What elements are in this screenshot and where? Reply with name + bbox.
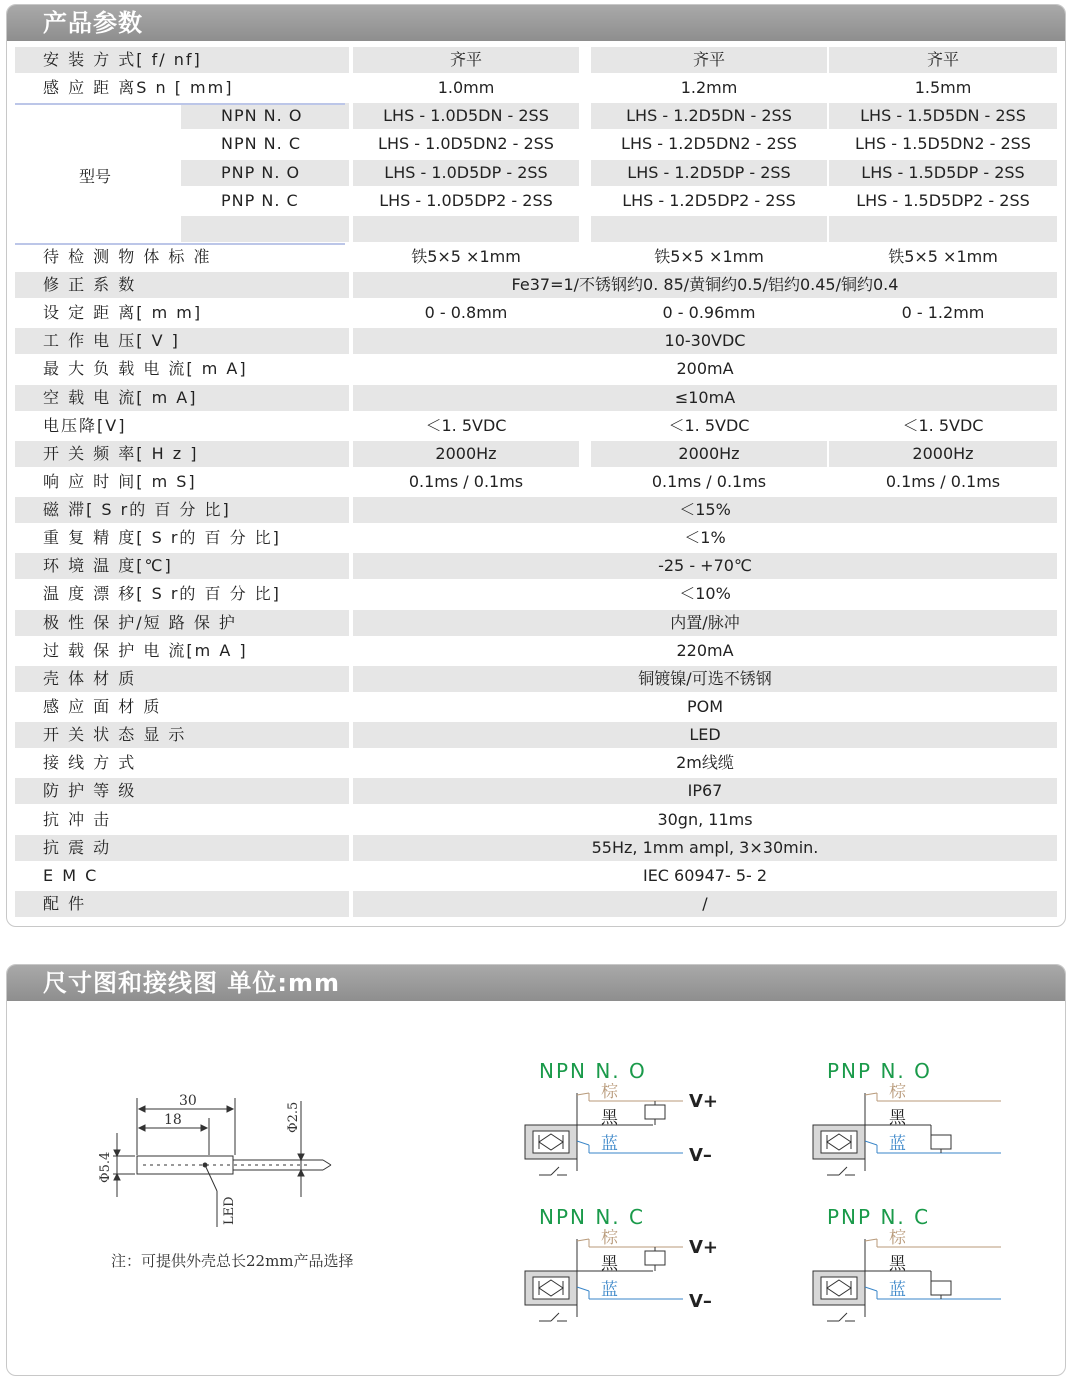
table-row — [11, 694, 1057, 720]
value-cell-2: ＜1. 5VDC — [668, 415, 750, 435]
value-cell-3: 齐平 — [829, 47, 1057, 73]
wire-brown-label: 棕 — [601, 1229, 618, 1248]
value-cell-2: LHS - 1.2D5DN - 2SS — [591, 103, 827, 129]
value-cell-span: LED — [353, 722, 1057, 748]
table-row — [11, 863, 1057, 889]
table-row — [11, 131, 1057, 157]
value-cell-3: LHS - 1.5D5DP - 2SS — [829, 160, 1057, 186]
table-row — [11, 244, 1057, 270]
value-cell-3: 铁5×5 ×1mm — [888, 246, 998, 266]
table-row — [11, 300, 1057, 326]
value-cell-span: -25 - +70℃ — [353, 553, 1057, 579]
wire-blue-label: 蓝 — [601, 1134, 618, 1154]
wiring-diagram-pnp-nc — [811, 1229, 1011, 1339]
value-cell-1: 0 - 0.8mm — [424, 303, 508, 323]
type-variant-label: PNP N. C — [221, 190, 299, 210]
row-label: 设 定 距 离[ m m] — [43, 303, 203, 323]
wiring-diagram-pnp-no — [811, 1083, 1011, 1193]
row-label: 防 护 等 级 — [15, 778, 349, 804]
value-cell-1: LHS - 1.0D5DP - 2SS — [353, 160, 579, 186]
row-label: 感 应 面 材 质 — [43, 696, 162, 716]
value-cell-3: 0.1ms / 0.1ms — [885, 471, 1001, 491]
type-divider-top — [15, 103, 345, 105]
value-cell-1: 1.0mm — [437, 78, 495, 98]
dim-inner-length: 18 — [164, 1112, 182, 1128]
dimension-note: 注：可提供外壳总长22mm产品选择 — [111, 1252, 354, 1270]
table-row — [11, 103, 1057, 129]
vplus-label: V+ — [689, 1091, 719, 1112]
table-row — [11, 666, 1057, 692]
table-row — [11, 469, 1057, 495]
row-label: 接 线 方 式 — [43, 753, 137, 773]
table-row — [11, 638, 1057, 664]
table-row — [11, 778, 1057, 804]
value-cell-1: 铁5×5 ×1mm — [411, 246, 521, 266]
table-row — [11, 75, 1057, 101]
table-row — [11, 750, 1057, 776]
value-cell-3: ＜1. 5VDC — [902, 415, 984, 435]
row-label: 安 装 方 式[ f/ nf] — [15, 47, 349, 73]
value-cell-2: 齐平 — [591, 47, 827, 73]
wire-black-label: 黑 — [889, 1254, 906, 1274]
row-label: 壳 体 材 质 — [15, 666, 349, 692]
value-cell-2: 0.1ms / 0.1ms — [651, 471, 767, 491]
table-row — [11, 553, 1057, 579]
row-label: 开 关 频 率[ H z ] — [15, 441, 349, 467]
value-cell-2: LHS - 1.2D5DP - 2SS — [591, 160, 827, 186]
wire-brown-label: 棕 — [601, 1083, 618, 1102]
table-row — [11, 356, 1057, 382]
value-cell-span: 30gn, 11ms — [657, 809, 753, 829]
value-cell-span: POM — [686, 696, 724, 716]
row-label: 待 检 测 物 体 标 准 — [43, 246, 212, 266]
table-row — [11, 328, 1057, 354]
value-cell-2: LHS - 1.2D5DN2 - 2SS — [621, 134, 797, 154]
wiring-title-npn-no: NPN N. O — [539, 1059, 647, 1083]
value-cell-1: 齐平 — [353, 47, 579, 73]
value-cell-span: ＜10% — [679, 584, 731, 604]
row-label: 重 复 精 度[ S r的 百 分 比] — [43, 528, 281, 548]
row-label: 抗 震 动 — [15, 835, 349, 861]
row-label: 开 关 状 态 显 示 — [15, 722, 349, 748]
table-row — [11, 525, 1057, 551]
row-label: 空 载 电 流[ m A] — [15, 385, 349, 411]
wire-blue-label: 蓝 — [601, 1280, 618, 1300]
table-row — [11, 807, 1057, 833]
type-variant-label: PNP N. O — [181, 160, 349, 186]
value-cell-2: 0 - 0.96mm — [662, 303, 756, 323]
value-cell-span: 2m线缆 — [676, 753, 734, 773]
wire-black-label: 黑 — [889, 1108, 906, 1128]
wire-blue-label: 蓝 — [889, 1134, 906, 1154]
table-row — [11, 722, 1057, 748]
type-label: 型号 — [79, 167, 112, 186]
value-cell-span: 200mA — [676, 359, 734, 379]
value-cell-3: LHS - 1.5D5DP2 - 2SS — [856, 190, 1030, 210]
row-label: 环 境 温 度[℃] — [15, 553, 349, 579]
value-cell-3: LHS - 1.5D5DN2 - 2SS — [855, 134, 1031, 154]
row-label: E M C — [43, 865, 99, 885]
section-title-parameters: 产品参数 — [7, 5, 1065, 41]
wire-brown-label: 棕 — [889, 1083, 906, 1102]
value-cell-3 — [829, 216, 1057, 242]
product-parameters-panel — [6, 4, 1066, 927]
value-cell-span: Fe37=1/不锈钢约0. 85/黄铜约0.5/铝约0.45/铜约0.4 — [353, 272, 1057, 298]
value-cell-2: 1.2mm — [680, 78, 738, 98]
value-cell-span: 220mA — [676, 640, 734, 660]
wiring-diagram-npn-nc — [523, 1229, 723, 1339]
wiring-title-pnp-nc: PNP N. C — [827, 1205, 931, 1229]
value-cell-span: IEC 60947- 5- 2 — [642, 865, 768, 885]
value-cell-1 — [353, 216, 579, 242]
table-row — [11, 188, 1057, 214]
type-variant-label: NPN N. C — [221, 134, 301, 154]
table-row — [11, 581, 1057, 607]
value-cell-2: 铁5×5 ×1mm — [654, 246, 764, 266]
value-cell-span: / — [353, 891, 1057, 917]
row-label: 抗 冲 击 — [43, 809, 112, 829]
value-cell-1: 2000Hz — [353, 441, 579, 467]
wire-blue-label: 蓝 — [889, 1280, 906, 1300]
row-label: 电压降[V] — [43, 415, 127, 435]
wire-black-label: 黑 — [601, 1254, 618, 1274]
value-cell-2: LHS - 1.2D5DP2 - 2SS — [622, 190, 796, 210]
value-cell-span: IP67 — [353, 778, 1057, 804]
value-cell-2 — [591, 216, 827, 242]
row-label: 修 正 系 数 — [15, 272, 349, 298]
table-row — [11, 610, 1057, 636]
row-label: 温 度 漂 移[ S r的 百 分 比] — [43, 584, 281, 604]
value-cell-span: 内置/脉冲 — [353, 610, 1057, 636]
value-cell-1: LHS - 1.0D5DN - 2SS — [353, 103, 579, 129]
type-divider-bottom — [15, 243, 345, 245]
value-cell-1: 0.1ms / 0.1ms — [408, 471, 524, 491]
wire-brown-label: 棕 — [889, 1229, 906, 1248]
row-label: 感 应 距 离S n [ mm] — [43, 78, 234, 98]
value-cell-3: 0 - 1.2mm — [901, 303, 985, 323]
row-label: 磁 滞[ S r的 百 分 比] — [15, 497, 349, 523]
row-label: 配 件 — [15, 891, 349, 917]
dimension-wiring-panel — [6, 964, 1066, 1376]
row-label: 工 作 电 压[ V ] — [15, 328, 349, 354]
dimension-drawing — [87, 1093, 347, 1233]
vplus-label: V+ — [689, 1237, 719, 1258]
value-cell-3: 1.5mm — [914, 78, 972, 98]
led-label: LED — [222, 1196, 237, 1225]
wiring-title-npn-nc: NPN N. C — [539, 1205, 645, 1229]
row-label: 响 应 时 间[ m S] — [43, 471, 197, 491]
dim-cable-diameter: Φ2.5 — [286, 1101, 301, 1133]
table-row — [11, 413, 1057, 439]
value-cell-span: 55Hz, 1mm ampl, 3×30min. — [353, 835, 1057, 861]
table-row — [11, 47, 1057, 73]
value-cell-span: ＜15% — [353, 497, 1057, 523]
table-row — [11, 160, 1057, 186]
value-cell-span: 10-30VDC — [353, 328, 1057, 354]
wire-black-label: 黑 — [601, 1108, 618, 1128]
value-cell-3: 2000Hz — [829, 441, 1057, 467]
type-variant-label — [181, 216, 349, 242]
value-cell-1: LHS - 1.0D5DP2 - 2SS — [379, 190, 553, 210]
value-cell-2: 2000Hz — [591, 441, 827, 467]
vminus-label: V– — [689, 1291, 712, 1312]
row-label: 极 性 保 护/短 路 保 护 — [15, 610, 349, 636]
row-label: 最 大 负 载 电 流[ m A] — [43, 359, 248, 379]
wiring-diagram-npn-no — [523, 1083, 723, 1193]
row-label: 过 载 保 护 电 流[m A ] — [43, 640, 248, 660]
dim-body-diameter: Φ5.4 — [98, 1151, 113, 1183]
value-cell-span: ＜1% — [684, 528, 726, 548]
table-row — [11, 497, 1057, 523]
vminus-label: V– — [689, 1145, 712, 1166]
value-cell-1: ＜1. 5VDC — [425, 415, 507, 435]
value-cell-3: LHS - 1.5D5DN - 2SS — [829, 103, 1057, 129]
value-cell-1: LHS - 1.0D5DN2 - 2SS — [378, 134, 554, 154]
table-row — [11, 272, 1057, 298]
wiring-title-pnp-no: PNP N. O — [827, 1059, 932, 1083]
value-cell-span: 铜镀镍/可选不锈钢 — [353, 666, 1057, 692]
dim-total-length: 30 — [179, 1093, 197, 1109]
table-row — [11, 441, 1057, 467]
type-variant-label: NPN N. O — [181, 103, 349, 129]
table-row — [11, 385, 1057, 411]
section-title-dimensions: 尺寸图和接线图 单位:mm — [7, 965, 1065, 1001]
value-cell-span: ≤10mA — [353, 385, 1057, 411]
table-row — [11, 216, 1057, 242]
table-row — [11, 835, 1057, 861]
table-row — [11, 891, 1057, 917]
